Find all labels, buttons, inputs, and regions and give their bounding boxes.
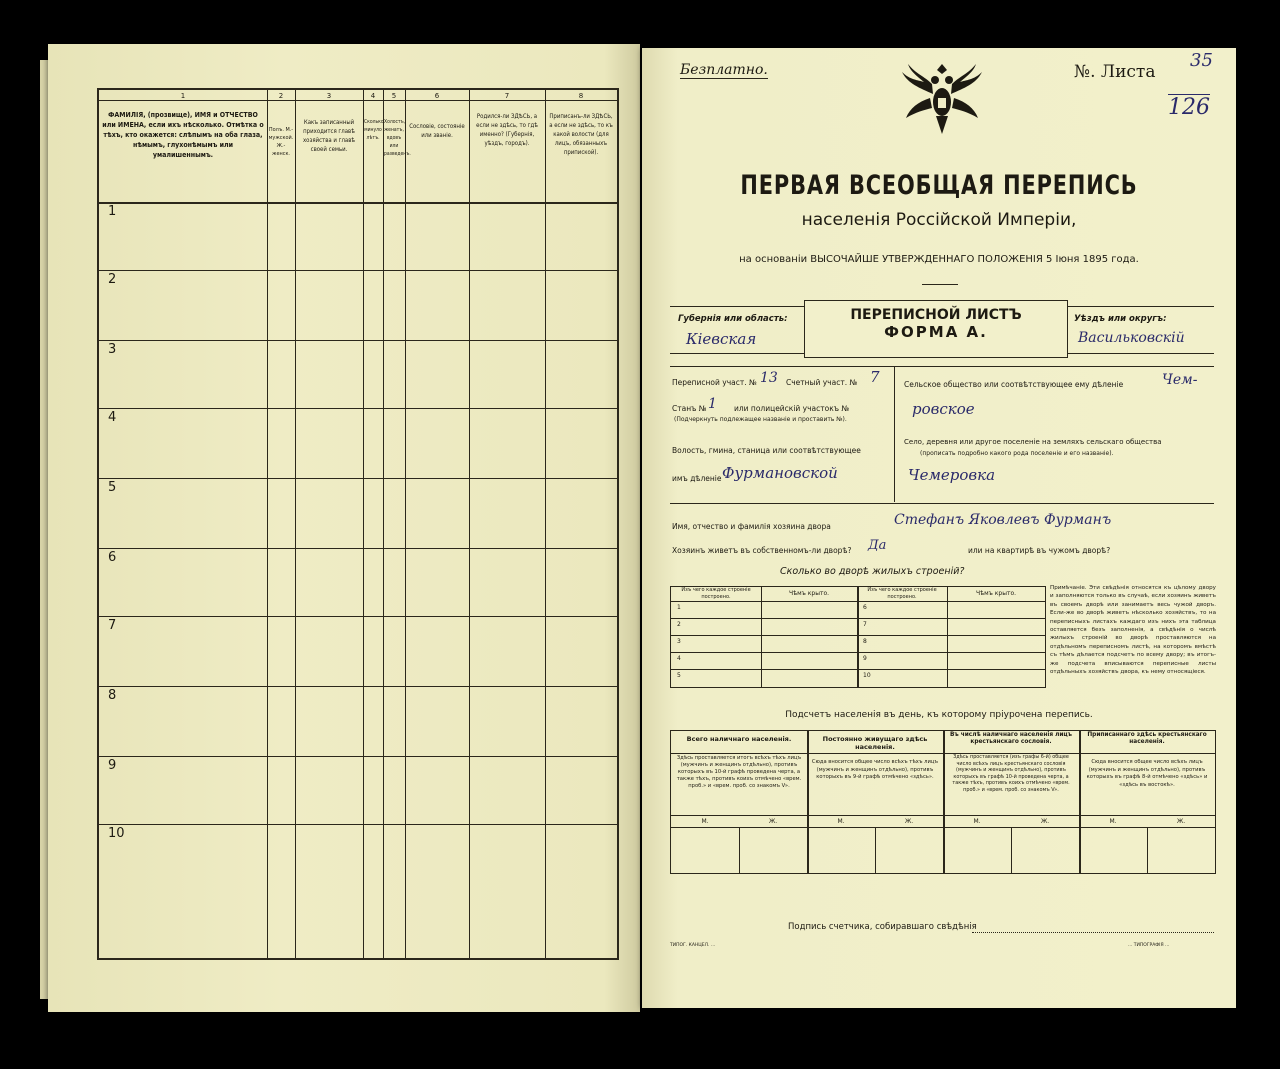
m-label: М. (1109, 818, 1117, 825)
document-subtitle: населенія Россійской Имперіи, (801, 210, 1077, 230)
obshchestvo-value-1: Чем- (1162, 372, 1198, 388)
bt-row: 6 (863, 604, 867, 611)
col-number: 2 (278, 92, 284, 100)
count-head-peasant: Въ числѣ наличнаго населенія лицъ крестьянскаго сословія. (949, 732, 1073, 745)
col-header-age: Сколько минуло лѣтъ. (364, 119, 384, 141)
selo-label: Село, деревня или другое поселеніе на земляхъ сельскаго общества (904, 438, 1162, 446)
row-number: 5 (108, 480, 117, 495)
lives-label: Хозяинъ живетъ въ собственномъ-ли дворѣ? (672, 546, 852, 555)
guberniya-label: Губернія или область: (678, 314, 788, 324)
bt-row: 1 (677, 604, 681, 611)
schet-label: Счетный участ. № (786, 378, 858, 387)
count-note-permanent: Сюда вносится общее число всѣхъ тѣхъ лицъ (мужчинъ и женщинъ отдѣльно), противъ которыхъ въ 9-й графѣ отмѣчено «здѣсь». (811, 759, 939, 780)
zh-label: Ж. (904, 818, 914, 825)
sheet-number-top: 35 (1190, 50, 1213, 71)
document-basis: на основаніи ВЫСОЧАЙШЕ УТВЕРЖДЕННАГО ПОЛОЖЕНІЯ 5 Іюня 1895 года. (739, 254, 1139, 265)
row-number: 9 (108, 758, 117, 773)
row-line (99, 756, 617, 757)
col-divider (545, 90, 546, 958)
m-label: М. (973, 818, 981, 825)
col-divider (405, 90, 406, 958)
row-number: 3 (108, 342, 117, 357)
bt-row: 2 (677, 621, 681, 628)
row-number: 10 (108, 826, 125, 841)
lives-label-2: или на квартирѣ въ чужомъ дворѣ? (968, 546, 1111, 555)
police-note: (Подчеркнуть подлежащее названіе и проставить №). (674, 416, 847, 423)
row-line (99, 270, 617, 271)
col-header-name: ФАМИЛІЯ, (прозвище), ИМЯ и ОТЧЕСТВО или ИМЕНА, если ихъ нѣсколько. Отмѣтка о тѣхъ, кто окажется: слѣпымъ на оба глаза, нѣмымъ, глухонѣмымъ или умалишеннымъ. (102, 111, 264, 159)
count-head-total: Всего наличнаго населенія. (686, 735, 792, 743)
volost-label-2: имъ дѣленіе (672, 474, 722, 483)
row-number: 4 (108, 410, 117, 425)
form-title-box (804, 300, 1068, 358)
col-divider (469, 90, 470, 958)
bt-head-what: Изъ чего каждое строеніе построено. (681, 587, 751, 600)
owner-value: Стефанъ Яковлевъ Фурманъ (894, 512, 1112, 528)
zh-label: Ж. (768, 818, 778, 825)
col-divider (383, 90, 384, 958)
buildings-label: Сколько во дворѣ жилыхъ строеній? (780, 566, 965, 577)
col-number: 6 (434, 92, 440, 100)
row-line (99, 616, 617, 617)
uezd-value: Васильковскій (1078, 330, 1185, 346)
row-number: 2 (108, 272, 117, 287)
district-divider (894, 366, 895, 502)
col-number: 4 (370, 92, 376, 100)
col-header-sex: Полъ. М.-мужской. Ж.-женск. (268, 127, 294, 157)
schet-value: 7 (870, 368, 880, 386)
col-number: 3 (326, 92, 332, 100)
imperial-eagle-icon (900, 58, 984, 140)
row-line (99, 478, 617, 479)
police-label: или полицейскій участокъ № (734, 404, 850, 413)
col-header-registered: Приписанъ-ли ЗДѢСЬ, а если не здѣсь, то къ какой волости (для лицъ, обязанныхъ припиской). (549, 113, 613, 156)
header-bottom-line (99, 202, 617, 204)
form-title-line2: ФОРМА А. (884, 323, 988, 341)
zh-label: Ж. (1176, 818, 1186, 825)
sheet-number-label: №. Листа (1074, 62, 1156, 82)
row-line (99, 340, 617, 341)
stan-value: 1 (708, 396, 717, 412)
uchastok-value: 13 (760, 370, 778, 386)
zh-label: Ж. (1040, 818, 1050, 825)
row-line (99, 686, 617, 687)
uezd-label: Уѣздъ или округъ: (1074, 314, 1167, 324)
row-line (99, 408, 617, 409)
count-note-total: Здѣсь проставляется итогъ всѣхъ тѣхъ лицъ (мужчинъ и женщинъ отдѣльно), противъ которыхъ въ 10-й графѣ проведена черта, а также тѣхъ, противъ коихъ отмѣчено «врем. проб.» и «врем. проб. со знакомъ V». (676, 755, 802, 789)
guberniya-value: Кіевская (686, 330, 757, 348)
bt-head-roof: Чѣмъ крыто. (788, 590, 830, 597)
right-page (642, 48, 1236, 1008)
col-number: 5 (391, 92, 397, 100)
row-number: 1 (108, 204, 117, 219)
uchastok-label: Переписной участ. № (672, 378, 757, 387)
bt-row: 10 (863, 672, 871, 679)
owner-label: Имя, отчество и фамилія хозяина двора (672, 522, 831, 531)
count-head-permanent: Постоянно живущаго здѣсь населенія. (822, 735, 928, 751)
selo-note: (прописать подробно какого рода поселеніе и его названіе). (920, 450, 1114, 457)
bt-row: 4 (677, 655, 681, 662)
row-number: 7 (108, 618, 117, 633)
free-label: Безплатно. (680, 62, 768, 78)
lives-value: Да (868, 538, 887, 553)
row-number: 8 (108, 688, 117, 703)
col-number: 7 (504, 92, 510, 100)
bt-row: 9 (863, 655, 867, 662)
col-divider (267, 90, 268, 958)
m-label: М. (701, 818, 709, 825)
selo-value: Чемеровка (908, 466, 996, 484)
volost-value: Фурмановской (722, 464, 838, 482)
col-number: 1 (180, 92, 186, 100)
bt-row: 5 (677, 672, 681, 679)
count-table (670, 730, 1216, 874)
col-number: 8 (578, 92, 584, 100)
m-label: М. (837, 818, 845, 825)
bt-row: 7 (863, 621, 867, 628)
col-header-estate: Сословіе, состояніе или званіе. (409, 123, 465, 139)
col-header-relation: Какъ записанный приходится главѣ хозяйства и главѣ своей семьи. (302, 119, 356, 153)
document-title: ПЕРВАЯ ВСЕОБЩАЯ ПЕРЕПИСЬ (740, 170, 1138, 201)
col-divider (363, 90, 364, 958)
bt-head-roof-2: Чѣмъ крыто. (975, 590, 1017, 597)
count-title: Подсчетъ населенія въ день, къ которому пріурочена перепись. (785, 710, 1093, 720)
bt-row: 3 (677, 638, 681, 645)
col-divider (295, 90, 296, 958)
stan-label: Станъ № (672, 404, 707, 413)
bt-head-what-2: Изъ чего каждое строеніе построено. (867, 587, 937, 600)
buildings-table (670, 586, 1046, 688)
form-title-line1: ПЕРЕПИСНОЙ ЛИСТЪ (850, 307, 1022, 323)
count-note-registered: Сюда вносится общее число всѣхъ лицъ (мужчинъ и женщинъ отдѣльно), противъ которыхъ въ графѣ 8-й отмѣчено «здѣсь» и «здѣсь въ востокѣ». (1086, 759, 1208, 788)
signature-line (972, 932, 1214, 933)
buildings-note: Примѣчаніе. Эти свѣдѣнія относятся къ цѣлому двору и заполняются только въ случаѣ, если хозяинъ живетъ въ своемъ дворѣ или занимаетъ весь чужой дворъ. Если-же во дворѣ живетъ нѣсколько хозяйствъ, то на переписныхъ листахъ каждаго изъ нихъ эта таблица оставляется безъ заполненія, а свѣдѣнія о числѣ жилыхъ строеній во дворѣ проставляются на отдѣльномъ переписномъ листѣ, на которомъ вмѣстѣ съ тѣмъ дѣлается подсчетъ по всему двору; въ итогъ-же подсчета вписываются переписные листы отдѣльныхъ хозяйствъ двора, къ нему относящіеся. (1050, 585, 1216, 676)
volost-label: Волость, гмина, станица или соотвѣтствующее (672, 446, 861, 455)
signature-label: Подпись счетчика, собиравшаго свѣдѣнія (788, 922, 977, 932)
printer-right: ... ТИПОГРАФІЯ ... (1128, 943, 1170, 948)
col-header-marital: Холостъ, женатъ, вдовъ или разведенъ. (384, 119, 411, 157)
col-header-birthplace: Родился-ли ЗДѢСЬ, а если не здѣсь, то гдѣ именно? (Губернія, уѣздъ, городъ). (476, 113, 538, 147)
count-head-registered: Приписаннаго здѣсь крестьянскаго населенія. (1087, 732, 1207, 745)
obshchestvo-label: Сельское общество или соотвѣтствующее ему дѣленіе (904, 380, 1124, 389)
row-line (99, 548, 617, 549)
obshchestvo-value-2: ровское (912, 400, 975, 418)
printer-left: ТИПОГ. КАНЦЕЛ. ... (670, 943, 716, 948)
sheet-number-bottom: 126 (1168, 95, 1210, 120)
header-number-line (99, 100, 617, 101)
left-page (48, 44, 640, 1012)
count-note-peasant: Здѣсь проставляется (изъ графы 6-й) общее число всѣхъ лицъ крестьянскаго сословія (мужчинъ и женщинъ отдѣльно), противъ которыхъ въ графѣ 10-й проведена черта, а также тѣхъ, противъ коихъ отмѣчено «врем. проб.» и «врем. проб. со знакомъ V». (952, 754, 1070, 793)
row-number: 6 (108, 550, 117, 565)
row-line (99, 824, 617, 825)
population-table (97, 88, 619, 960)
ornament-divider (922, 284, 958, 285)
bt-row: 8 (863, 638, 867, 645)
